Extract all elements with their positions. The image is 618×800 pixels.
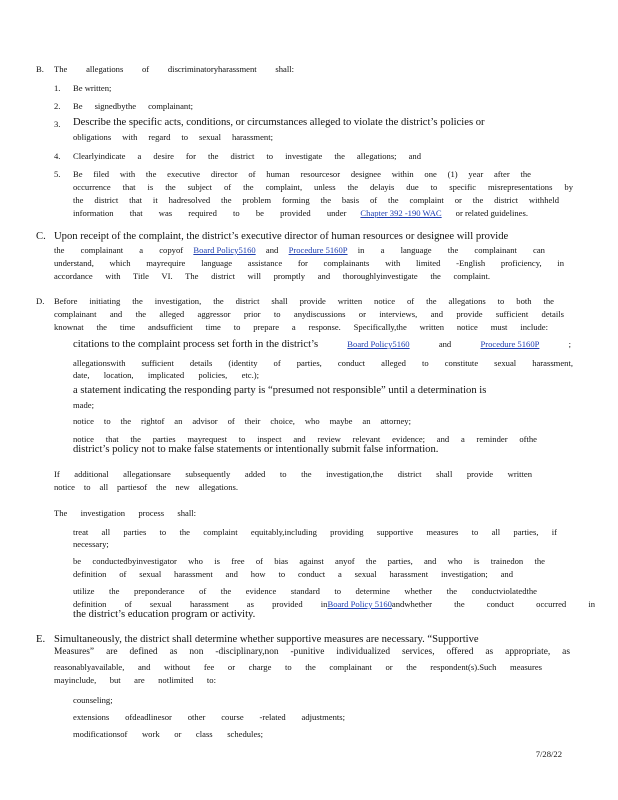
item-text: information that was required to be provided under (73, 208, 347, 218)
item-text: district’s policy not to make false statements or intentionally submit false information. (73, 444, 439, 455)
section-intro: The allegations of discriminatoryharassment shall: (54, 64, 294, 74)
item-text: Be signedbythe complainant; (73, 101, 193, 111)
item-text: the district that it hadresolved the problem forming the basis of the complaint or the district withheld (73, 195, 559, 205)
item-number: 4. (54, 151, 61, 161)
item-text: and (438, 339, 452, 349)
section-text: the complainant a copyof (54, 245, 184, 255)
section-text: accordance with Title VI. The district will promptly and thoroughlyinvestigate the complaint. (54, 271, 490, 281)
item-text: be conductedbyinvestigator who is free of bias against anyof the parties, and who is trainedon the (73, 556, 545, 566)
item-text: extensions ofdeadlinesor other course -related adjustments; (73, 712, 345, 722)
item-text: Be written; (73, 83, 112, 93)
section-text: understand, which mayrequire language assistance for complainants with limited -English proficiency, in (54, 258, 564, 268)
section-label: C. (36, 231, 46, 242)
item-text: definition of sexual harassment and how to conduct a sexual harassment investigation; and (73, 569, 513, 579)
item-number: 5. (54, 169, 61, 179)
section-text-line (54, 245, 545, 255)
section-label: B. (36, 64, 44, 74)
item-number: 1. (54, 83, 61, 93)
item-text: occurrence that is the subject of the complaint, unless the delayis due to specific misrepresentations by (73, 182, 573, 192)
item-text: obligations with regard to sexual harassment; (73, 132, 273, 142)
section-label: E. (36, 634, 46, 645)
item-text: notice that the parties mayrequest to inspect and review relevant evidence; and a reminder ofthe (73, 434, 537, 444)
item-text: the district’s education program or activity. (73, 609, 256, 620)
additional-allegations-text: If additional allegationsare subsequently added to the investigation,the district shall provide written (54, 469, 532, 479)
item-text-line (73, 208, 528, 218)
section-text: mayinclude, but are notlimited to: (54, 675, 216, 685)
item-text: utilize the preponderance of the evidence standard to determine whether the conductviolatedthe (73, 586, 537, 596)
item-text: Be filed with the executive director of human resourcesor designee within one (1) year after the (73, 169, 531, 179)
item-text: made; (73, 400, 94, 410)
board-policy-link[interactable]: Board Policy5160 (193, 245, 256, 255)
footer-date: 7/28/22 (535, 749, 562, 759)
item-text: allegationswith sufficient details (identity of parties, conduct alleged to constitute sexual harassment, (73, 358, 573, 368)
section-text: reasonablyavailable, and without fee or charge to the complainant or the respondent(s).Such measures (54, 662, 542, 672)
item-text: a statement indicating the responding party is “presumed not responsible” until a determination is (73, 385, 487, 396)
item-text: necessary; (73, 539, 109, 549)
section-text: Measures” are defined as non -disciplinary,non -punitive individualized services, offered as appropriate, as (54, 647, 570, 657)
procedure-link[interactable]: Procedure 5160P (480, 339, 540, 349)
board-policy-link[interactable]: Board Policy 5160 (327, 599, 392, 609)
process-intro: The investigation process shall: (54, 508, 196, 518)
item-text: treat all parties to the complaint equitably,including providing supportive measures to all parties, if (73, 527, 557, 537)
procedure-link[interactable]: Procedure 5160P (288, 245, 348, 255)
additional-allegations-text: notice to all partiesof the new allegations. (54, 482, 238, 492)
item-text: or related guidelines. (455, 208, 528, 218)
item-text: ; (568, 339, 571, 349)
notice-item (73, 339, 571, 350)
section-text: Simultaneously, the district shall determine whether supportive measures are necessary. “Supportive (54, 634, 479, 645)
section-text: in a language the complainant can (357, 245, 545, 255)
section-text: Upon receipt of the complaint, the district’s executive director of human resources or designee will provide (54, 231, 509, 242)
section-text: knownat the time andsufficient time to prepare a response. Specifically,the written notice must include: (54, 322, 548, 332)
item-text: counseling; (73, 695, 113, 705)
item-text: definition of sexual harassment as provided in (73, 599, 328, 609)
item-text: andwhether the conduct occurred in (391, 599, 596, 609)
item-text: Describe the specific acts, conditions, or circumstances alleged to violate the district’s policies or (73, 117, 485, 128)
item-text: notice to the rightof an advisor of their choice, who maybe an attorney; (73, 416, 411, 426)
item-text-line (73, 599, 596, 609)
item-number: 3. (54, 119, 61, 129)
item-text: modificationsof work or class schedules; (73, 729, 263, 739)
item-text: Clearlyindicate a desire for the district to investigate the allegations; and (73, 151, 421, 161)
board-policy-link[interactable]: Board Policy5160 (347, 339, 410, 349)
item-text: citations to the complaint process set forth in the district’s (73, 339, 319, 350)
section-text: and (265, 245, 279, 255)
section-label: D. (36, 296, 45, 306)
item-number: 2. (54, 101, 61, 111)
item-text: date, location, implicated policies, etc.); (73, 370, 259, 380)
section-text: complainant and the alleged aggressor prior to anydiscussions or interviews, and provide sufficient details (54, 309, 564, 319)
section-text: Before initiating the investigation, the district shall provide written notice of the allegations to both the (54, 296, 554, 306)
wac-chapter-link[interactable]: Chapter 392 -190 WAC (360, 208, 442, 218)
